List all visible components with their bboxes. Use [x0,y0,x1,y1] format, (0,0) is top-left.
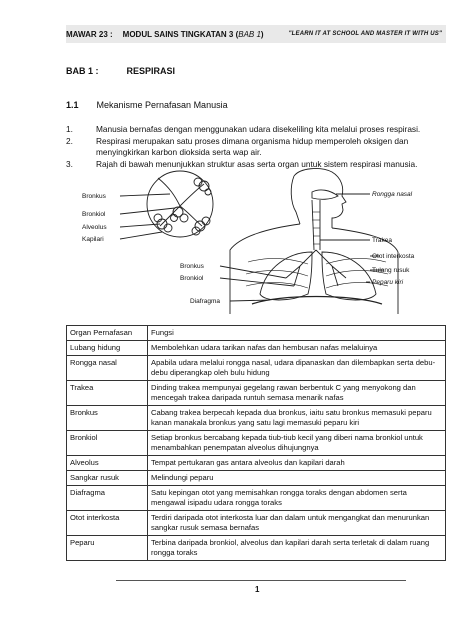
table-header-row [67,326,446,341]
diaphragm-shape [252,297,382,305]
label-diafragma: Diafragma [190,298,220,305]
list-item: 1. Manusia bernafas dengan menggunakan udara disekeliling kita melalui proses respirasi. [66,124,421,134]
function-cell: Terdiri daripada otot interkosta luar dan dalam untuk mengangkat dan menurunkan sangkar rusuk semasa bernafas [148,511,446,536]
label-alveolus: Alveolus [82,224,107,231]
function-cell: Membolehkan udara tarikan nafas dan hembusan nafas melaluinya [148,341,446,356]
organ-cell: Otot interkosta [67,511,148,536]
label-rongga-nasal: Rongga nasal [372,191,413,198]
table-row [67,431,446,456]
intro-list [66,124,446,171]
section-heading [66,100,228,110]
function-cell: Dinding trakea mempunyai gegelang rawan berbentuk C yang menyokong dan mencegah trakea daripada runtuh semasa menarik nafas [148,381,446,406]
function-cell: Apabila udara melalui rongga nasal, udara dipanaskan dan dilembapkan serta debu-debu diperangkap oleh bulu hidung [148,356,446,381]
label-trakea: Trakea [372,237,392,244]
label-bronkus: Bronkus [82,193,106,200]
page-number: 1 [255,585,260,594]
respiratory-system-diagram [80,166,440,314]
table-row [67,341,446,356]
organ-cell: Sangkar rusuk [67,471,148,486]
alveolus-cluster [154,178,211,235]
label-kapilari: Kapilari [82,236,104,243]
function-cell: Satu kepingan otot yang memisahkan rongga toraks dengan abdomen serta mengawal isipadu udara rongga toraks [148,486,446,511]
function-cell: Terbina daripada bronkiol, alveolus dan kapilari darah serta terletak di dalam ruang rongga toraks [148,536,446,561]
table-row [67,406,446,431]
label-peparu-kiri: Peparu kiri [372,279,404,286]
list-item: 2. Respirasi merupakan satu proses dimana organisma hidup memperoleh oksigen dan menyingkirkan karbon dioksida serta wap air. [66,136,409,157]
column-header-organ: Organ Pernafasan [67,326,148,341]
header-motto: "LEARN IT AT SCHOOL AND MASTER IT WITH US" [288,31,442,37]
organ-cell: Rongga nasal [67,356,148,381]
label-tulang-rusuk: Tulang rusuk [372,267,410,274]
page-header [66,25,446,43]
organ-cell: Peparu [67,536,148,561]
organ-cell: Diafragma [67,486,148,511]
table-row [67,471,446,486]
organ-cell: Alveolus [67,456,148,471]
table-row [67,456,446,471]
chapter-label: BAB 1 : [66,66,99,76]
function-cell: Setiap bronkus bercabang kepada tiub-tiub kecil yang diberi nama bronkiol untuk menambahkan penempatan alveolus dihujungnya [148,431,446,456]
organ-cell: Bronkus [67,406,148,431]
header-code: MAWAR 23 : [66,29,113,39]
organ-cell: Trakea [67,381,148,406]
label-bronkiol-lung: Bronkiol [180,275,204,282]
function-cell: Cabang trakea berpecah kepada dua bronkus, iaitu satu bronkus memasuki peparu kanan manakala bronkus yang satu lagi memasuki peparu kiri [148,406,446,431]
section-number: 1.1 [66,100,79,110]
organ-cell: Lubang hidung [67,341,148,356]
label-bronkiol: Bronkiol [82,211,106,218]
chapter-title: RESPIRASI [126,66,176,76]
column-header-fungsi: Fungsi [148,326,446,341]
list-item: 3. Rajah di bawah menunjukkan struktur asas serta organ untuk sistem respirasi manusia. [66,159,418,169]
table-row [67,536,446,561]
function-cell: Melindungi peparu [148,471,446,486]
label-bronkus-lung: Bronkus [180,263,204,270]
footer-divider [116,580,406,581]
organ-cell: Bronkiol [67,431,148,456]
table-row [67,486,446,511]
chapter-heading [66,66,175,76]
table-row [67,381,446,406]
label-otot-interkosta: Otot interkosta [372,253,415,260]
section-title: Mekanisme Pernafasan Manusia [96,100,228,110]
function-cell: Tempat pertukaran gas antara alveolus dan kapilari darah [148,456,446,471]
table-row [67,511,446,536]
table-row [67,356,446,381]
organ-function-table [66,325,446,561]
module-title: MODUL SAINS TINGKATAN 3 (BAB 1) [122,29,264,39]
